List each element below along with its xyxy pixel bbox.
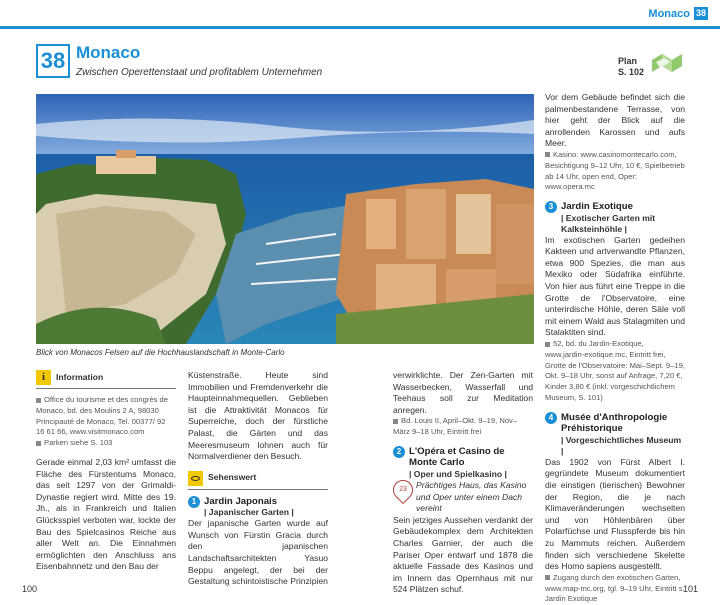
info-office-text: Office du tourisme et des congrès de Monaco, bd. des Moulins 2 A, 98030 Principauté de Monaco, Tel. 00377/ 92 16 61 66, www.visitmonaco.com bbox=[36, 395, 168, 437]
running-head-title: Monaco bbox=[648, 7, 690, 20]
entry-1 bbox=[188, 496, 328, 519]
col4-body: Vor dem Gebäude befindet sich die palmenbestandene Terrasse, von hier geht der Blick auf die anrollenden Karossen und aufs Meer. bbox=[545, 92, 685, 149]
bullet-square-icon bbox=[545, 152, 550, 157]
entry-3-body: Im exotischen Garten gedeihen Kakteen und artverwandte Pflanzen, etwa 900 Spezies, die man aus Mexiko oder Südafrika einführte. Von hier aus führt eine Treppe in die Grotte de l'Observatoire, eine unterirdische Höhle, deren Säle voll mit einem Wald aus Stalagmiten und Stalaktiten sind. bbox=[545, 234, 685, 338]
highlight-number: 23 bbox=[399, 485, 407, 493]
col3-info-text: Bd. Louis II, April–Okt. 9–19, Nov–März 9–18 Uhr, Eintritt frei bbox=[393, 416, 518, 437]
entry-1-body: Der japanische Garten wurde auf Wunsch von Fürstin Gracia durch den japanischen Landschaftsarchitekten Yasuo Beppu angelegt, der bei der Gestaltung schintoistische Prinzipien bbox=[188, 518, 328, 587]
page-number-left: 100 bbox=[22, 584, 38, 594]
info-office bbox=[36, 395, 176, 438]
bullet-square-icon bbox=[36, 398, 41, 403]
entry-3-info-text: 52, bd. du Jardin-Exotique, www.jardin-exotique.mc, Eintritt frei, Grotte de l'Observatoire: Mai–Sept. 9–19, Okt. 9–18 Uhr, sonst auf Anfrage, 7,20 €, Kinder 3,80 € (inkl. vorgeschichtlichem Museum, S. 101) bbox=[545, 339, 685, 402]
entry-3-subtitle: | Exotischer Garten mit Kalksteinhöhle | bbox=[561, 212, 656, 234]
chapter-title: Monaco bbox=[76, 43, 141, 62]
photo-illustration bbox=[36, 94, 534, 344]
col1-body: Gerade einmal 2,03 km² umfasst die Fläche des Fürstentums Monaco, das seit 1297 von der Grimaldi-Dynastie regiert wird. Mitte des 19. Jh., als in Frankreich und Italien Glücksspiel verboten war, lockte der Bau des Spielcasinos Reiche aus aller Welt an. Die Einnahmen ermöglichten den Anschluss ans Eisenbahnnetz und den Bau der bbox=[36, 456, 176, 572]
chapter-number: 38 bbox=[36, 44, 70, 78]
entry-4-body: Das 1902 von Fürst Albert I. gegründete Museum dokumentiert die einstigen (tierischen) Bewohner der Region, die je nach Klimaveränderungen wechselten und von Höhlenbären über Polarfüchse und Flusspferde bis hin zu Mammuts reichen. Außerdem finden sich verschiedene Skelette des Homo sapiens ausgestellt. bbox=[545, 456, 685, 572]
entry-4-info-text: Zugang durch den exotischen Garten, www.map-mc.org, tgl. 9–19 Uhr, Eintritt s. Jardin Exotique bbox=[545, 572, 685, 604]
bullet-square-icon bbox=[393, 419, 398, 424]
column-2 bbox=[188, 370, 328, 588]
entry-3-number: 3 bbox=[545, 201, 557, 213]
entry-2-tagline: Prächtiges Haus, das Kasino und Oper unter einem Dach vereint bbox=[416, 479, 527, 514]
plan-reference bbox=[618, 56, 644, 78]
entry-2-number: 2 bbox=[393, 446, 405, 458]
entry-1-title: Jardin Japonais bbox=[204, 495, 278, 507]
col4-info bbox=[545, 150, 685, 193]
col3-body: verwirklichte. Der Zen-Garten mit Wasserbecken, Wasserfall und Teehaus soll zur Meditation anregen. bbox=[393, 370, 533, 415]
entry-4 bbox=[545, 412, 685, 457]
monaco-photo bbox=[36, 94, 534, 344]
entry-2-title: L'Opéra et Casino de Monte Carlo bbox=[409, 445, 505, 469]
sehenswert-header bbox=[188, 471, 328, 490]
entry-3-title: Jardin Exotique bbox=[561, 201, 633, 213]
chapter-subtitle: Zwischen Operettenstaat und profitablem Unternehmen bbox=[76, 67, 323, 78]
info-box-header bbox=[36, 370, 176, 389]
col3-info bbox=[393, 416, 533, 438]
eye-icon bbox=[188, 471, 203, 486]
column-4 bbox=[545, 92, 685, 605]
entry-3 bbox=[545, 201, 685, 235]
info-icon: i bbox=[36, 370, 51, 385]
entry-1-number: 1 bbox=[188, 496, 200, 508]
bullet-square-icon bbox=[545, 342, 550, 347]
running-head bbox=[648, 7, 708, 20]
col2-body: Küstenstraße. Heute sind Immobilien und Fremdenverkehr die Haupteinnahmequellen. Geblieben ist die Attraktivität Monacos für Superreiche, doch der fürstliche Palast, die Gärten und das Meeresmuseum lohnen auch für Normalverdiener den Besuch. bbox=[188, 370, 328, 462]
info-parking-text: Parken siehe S. 103 bbox=[44, 438, 113, 448]
running-head-number: 38 bbox=[695, 8, 706, 18]
photo-caption: Blick von Monacos Felsen auf die Hochhauslandschaft in Monte-Carlo bbox=[36, 348, 285, 357]
top-bar bbox=[0, 0, 720, 26]
top-rule bbox=[0, 26, 720, 29]
entry-2 bbox=[393, 446, 533, 480]
column-1 bbox=[36, 370, 176, 573]
column-3 bbox=[393, 370, 533, 596]
entry-4-number: 4 bbox=[545, 412, 557, 424]
entry-3-info bbox=[545, 339, 685, 404]
info-parking bbox=[36, 438, 176, 449]
entry-2-subtitle: | Oper und Spielkasino | bbox=[409, 468, 507, 479]
plan-page: S. 102 bbox=[618, 67, 645, 77]
bullet-square-icon bbox=[545, 575, 550, 580]
bullet-square-icon bbox=[36, 441, 41, 446]
entry-4-info bbox=[545, 573, 685, 605]
map-icon bbox=[650, 50, 684, 76]
plan-label: Plan bbox=[618, 56, 638, 66]
col4-info-text: Kasino: www.casinomontecarlo.com, Besichtigung 9–12 Uhr, 10 €, Spielbetrieb ab 14 Uhr, open end, Oper: www.opera.mc bbox=[545, 149, 685, 192]
entry-4-title: Musée d'Anthropologie Préhistorique bbox=[561, 411, 668, 435]
entry-1-subtitle: | Japanischer Garten | bbox=[204, 507, 294, 518]
page-number-right: 101 bbox=[682, 584, 698, 594]
entry-2-body: Sein jetziges Aussehen verdankt der Gebäudekomplex dem Architekten Charles Garnier, der auch die Pariser Oper entwarf und 1878 die aktuelle Fassade des Kasinos und im Innern das Opernhaus mit nur 524 Plätzen schuf. bbox=[393, 514, 533, 595]
highlight-pin-icon bbox=[389, 476, 417, 504]
entry-2-highlight bbox=[393, 480, 533, 515]
entry-4-subtitle: | Vorgeschichtliches Museum | bbox=[561, 434, 682, 456]
info-label: Information bbox=[56, 371, 104, 382]
sehenswert-label: Sehenswert bbox=[208, 472, 257, 483]
